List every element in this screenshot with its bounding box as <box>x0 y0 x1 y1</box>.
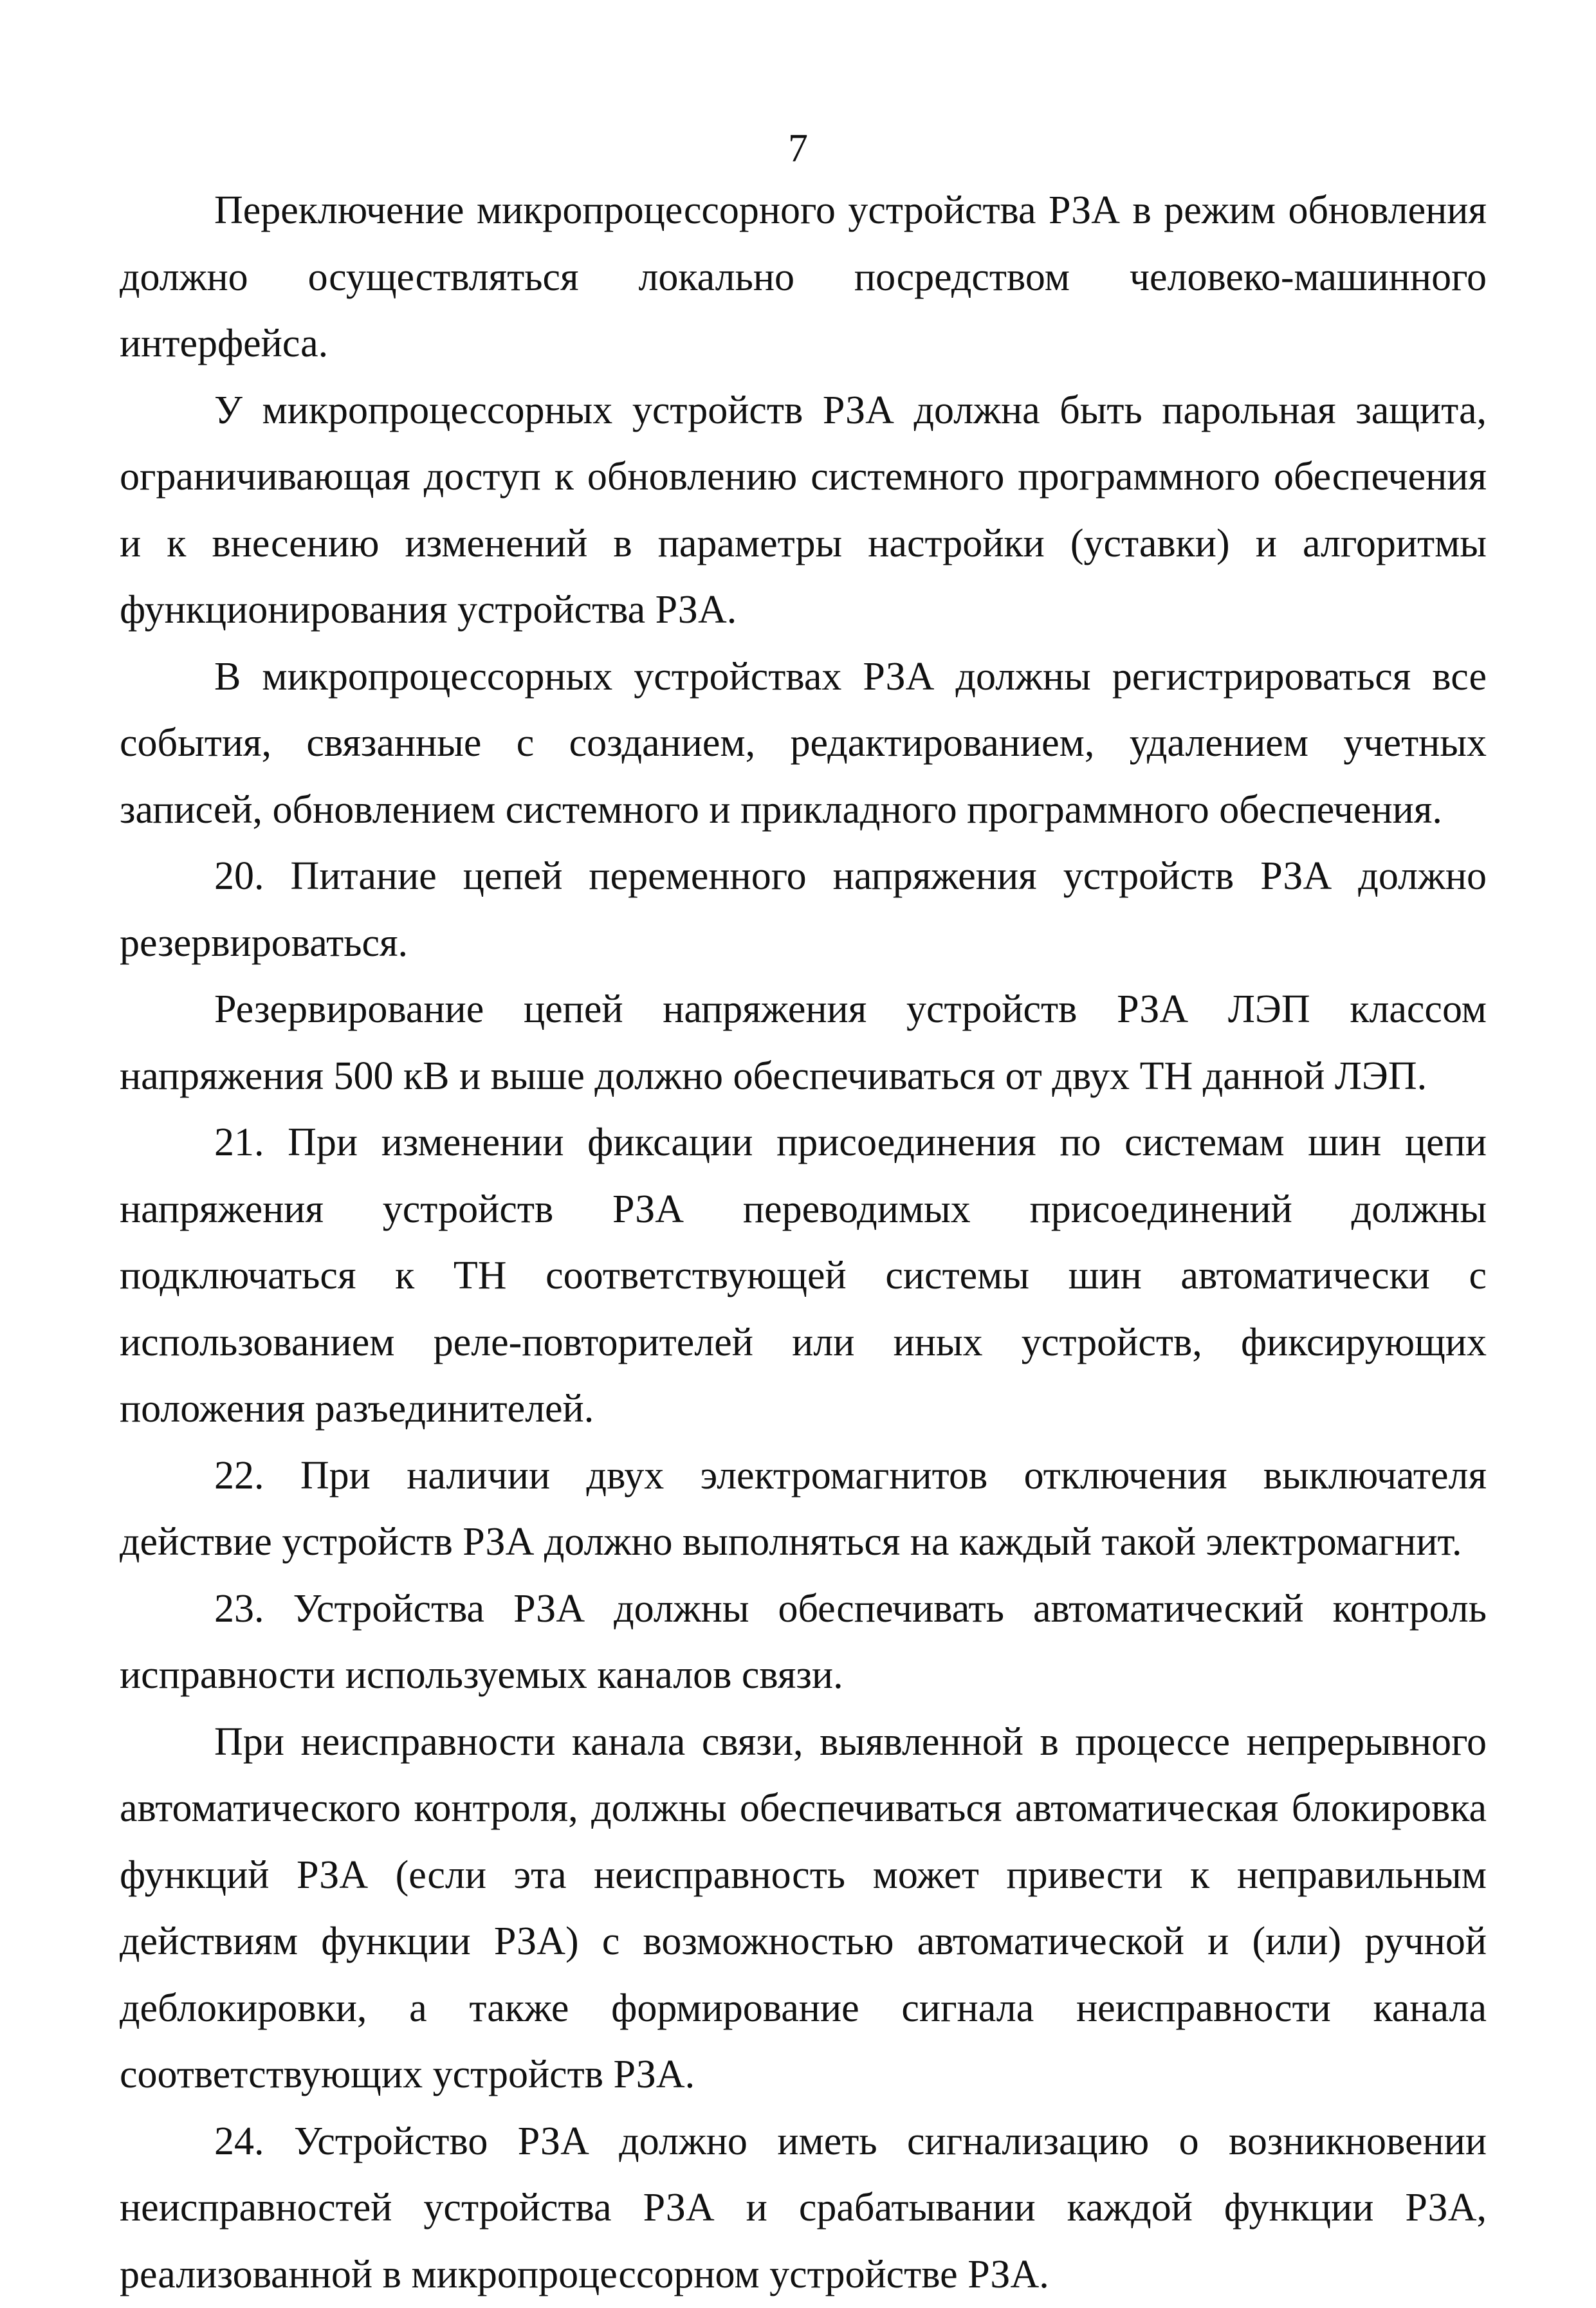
paragraph-voltage-redundancy: Резервирование цепей напряжения устройств РЗА ЛЭП классом напряжения 500 кВ и выше должно обеспечиваться от двух ТН данной ЛЭП. <box>120 976 1487 1110</box>
paragraph-password-protection: У микропроцессорных устройств РЗА должна быть парольная защита, ограничивающая доступ к обновлению системного программного обеспечения и к внесению изменений в параметры настройки (уставки) и алгоритмы функционирования устройства РЗА. <box>120 378 1487 644</box>
paragraph-item-24: 24. Устройство РЗА должно иметь сигнализацию о возникновении неисправностей устройства РЗА и срабатывании каждой функции РЗА, реализованной в микропроцессорном устройстве РЗА. <box>120 2109 1487 2308</box>
paragraph-item-20: 20. Питание цепей переменного напряжения устройств РЗА должно резервироваться. <box>120 843 1487 976</box>
paragraph-event-logging: В микропроцессорных устройствах РЗА должны регистрироваться все события, связанные с созданием, редактированием, удалением учетных записей, обновлением системного и прикладного программного обеспечения. <box>120 644 1487 844</box>
paragraph-item-23: 23. Устройства РЗА должны обеспечивать автоматический контроль исправности используемых каналов связи. <box>120 1576 1487 1709</box>
paragraph-channel-fault: При неисправности канала связи, выявленной в процессе непрерывного автоматического контроля, должны обеспечиваться автоматическая блокировка функций РЗА (если эта неисправность может привести к неправильным действиям функции РЗА) с возможностью автоматической и (или) ручной деблокировки, а также формирование сигнала неисправности канала соответствующих устройств РЗА. <box>120 1709 1487 2109</box>
paragraph-item-21: 21. При изменении фиксации присоединения по системам шин цепи напряжения устройств РЗА переводимых присоединений должны подключаться к ТН соответствующей системы шин автоматически с использованием реле-повторителей или иных устройств, фиксирующих положения разъединителей. <box>120 1110 1487 1443</box>
paragraph-item-22: 22. При наличии двух электромагнитов отключения выключателя действие устройств РЗА должно выполняться на каждый такой электромагнит. <box>120 1443 1487 1576</box>
paragraph-update-mode: Переключение микропроцессорного устройства РЗА в режим обновления должно осуществляться локально посредством человеко-машинного интерфейса. <box>120 178 1487 378</box>
document-body <box>120 178 1487 2308</box>
page-number: 7 <box>0 126 1596 171</box>
